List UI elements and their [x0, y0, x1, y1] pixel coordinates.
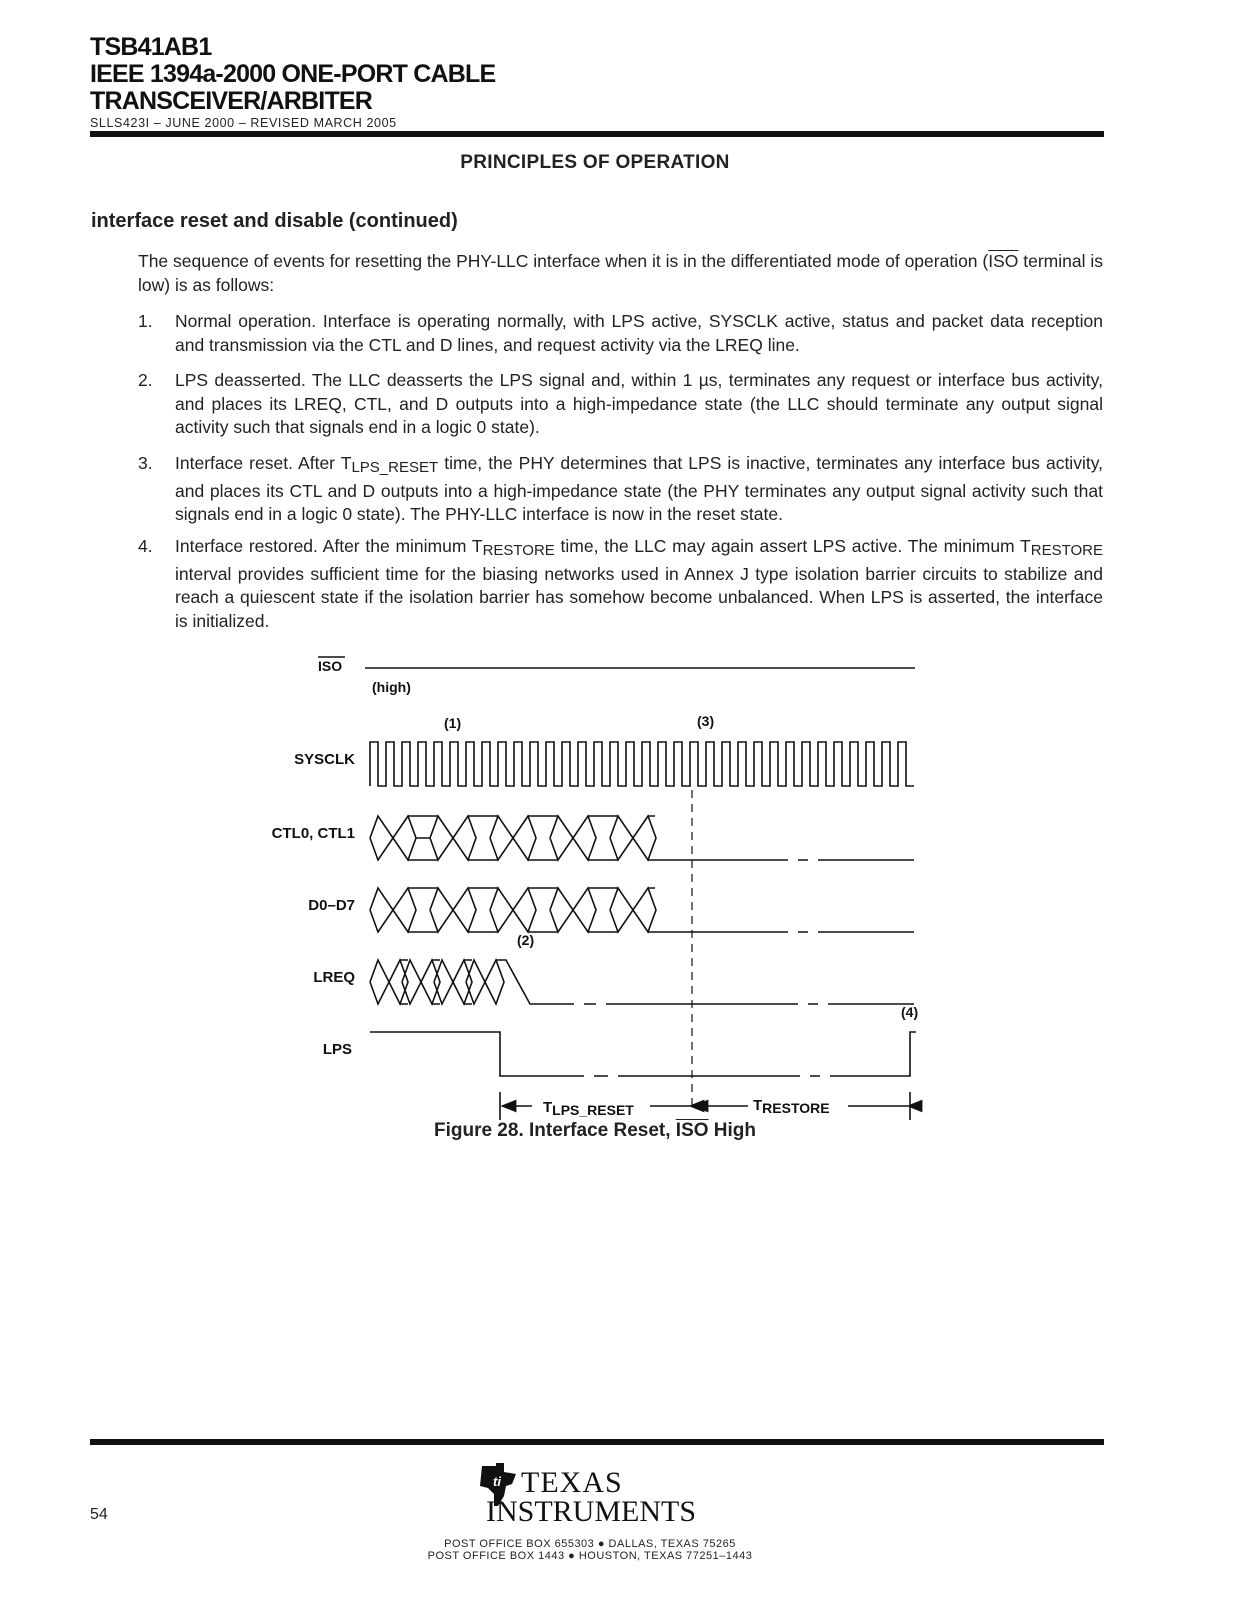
ctl-label: CTL0, CTL1 — [271, 825, 355, 842]
step-1-text: Normal operation. Interface is operating normally, with LPS active, SYSCLK active, status and packet data reception and transmission via the CTL and D lines, and request activity via the LREQ line. — [175, 311, 1103, 355]
caption-suffix: High — [708, 1120, 757, 1141]
step-3-sub: LPS_RESET — [351, 459, 439, 476]
iso-state-label: (high) — [372, 679, 411, 695]
step-4-pre: Interface restored. After the minimum T — [175, 536, 483, 556]
document-code: SLLS423I – JUNE 2000 – REVISED MARCH 2005 — [90, 116, 397, 130]
ctl-waveform — [370, 816, 914, 860]
step-4-post: interval provides sufficient time for the biasing networks used in Annex J type isolation barrier circuits to stabilize and reach a quiescent state if the isolation barrier has somehow become unbalanced. When LPS is asserted, the interface is initialized. — [175, 563, 1103, 631]
product-title: IEEE 1394a-2000 ONE-PORT CABLE — [90, 60, 496, 88]
sysclk-waveform — [370, 742, 914, 786]
intro-iso-signal: $\overline{ISO}$ — [988, 251, 1019, 271]
step-3-post: time, the PHY determines that LPS is inactive, terminates any interface bus activity, and places its CTL and D outputs into a high-impedance state (the PHY terminates any output signal activity such that signals end in a logic 0 state). The PHY-LLC interface is now in the reset state. — [175, 453, 1104, 524]
step-4-sub: RESTORE — [482, 542, 555, 559]
address-dallas: POST OFFICE BOX 655303 ● DALLAS, TEXAS 75265 — [444, 1538, 736, 1550]
figure-caption — [0, 1120, 1190, 1142]
step-4-sub2: RESTORE — [1030, 542, 1103, 559]
ti-logo-line2: INSTRUMENTS — [486, 1495, 697, 1528]
address-houston: POST OFFICE BOX 1443 ● HOUSTON, TEXAS 77251–1443 — [427, 1550, 753, 1562]
svg-text:ti: ti — [493, 1474, 501, 1489]
step-3-pre: Interface reset. After T — [175, 453, 352, 473]
restore-label: TRESTORE — [753, 1097, 830, 1116]
marker-3: (3) — [697, 713, 715, 729]
subsection-heading: interface reset and disable (continued) — [91, 210, 458, 232]
lps-waveform — [370, 1032, 916, 1076]
marker-2: (2) — [517, 932, 535, 948]
marker-4: (4) — [901, 1004, 919, 1020]
lps-reset-label: TLPS_RESET — [543, 1099, 634, 1118]
data-waveform — [370, 888, 914, 932]
lreq-waveform — [370, 960, 914, 1004]
page-number: 54 — [90, 1506, 108, 1523]
ti-logo-line1: TEXAS — [521, 1466, 623, 1499]
lreq-label: LREQ — [313, 969, 355, 986]
product-subtitle: TRANSCEIVER/ARBITER — [90, 87, 373, 115]
intro-text-2: terminal is low) is as follows: — [138, 251, 1103, 295]
step-4-number: 4. — [138, 536, 153, 556]
marker-1: (1) — [444, 715, 462, 731]
step-2-number: 2. — [138, 370, 153, 390]
data-label: D0–D7 — [308, 897, 355, 914]
iso-label: ISO — [318, 658, 343, 674]
intro-text-1: The sequence of events for resetting the PHY-LLC interface when it is in the differentiated mode of operation ( — [138, 251, 989, 271]
lps-label: LPS — [322, 1041, 352, 1058]
product-id: TSB41AB1 — [90, 33, 212, 61]
step-1-number: 1. — [138, 311, 153, 331]
step-3-number: 3. — [138, 453, 153, 473]
footer-rule — [90, 1439, 1104, 1445]
step-4-mid: time, the LLC may again assert LPS active. The minimum T — [554, 536, 1031, 556]
caption-iso: $\overline{ISO}$ — [675, 1120, 709, 1141]
sysclk-label: SYSCLK — [294, 751, 355, 768]
section-title: PRINCIPLES OF OPERATION — [460, 152, 730, 173]
step-2-text: LPS deasserted. The LLC deasserts the LPS signal and, within 1 µs, terminates any request or interface bus activity, and places its LREQ, CTL, and D outputs into a high-impedance state (the LLC should terminate any output signal activity such that signals end in a logic 0 state). — [175, 370, 1103, 437]
caption-text: Figure 28. Interface Reset, — [433, 1120, 676, 1141]
